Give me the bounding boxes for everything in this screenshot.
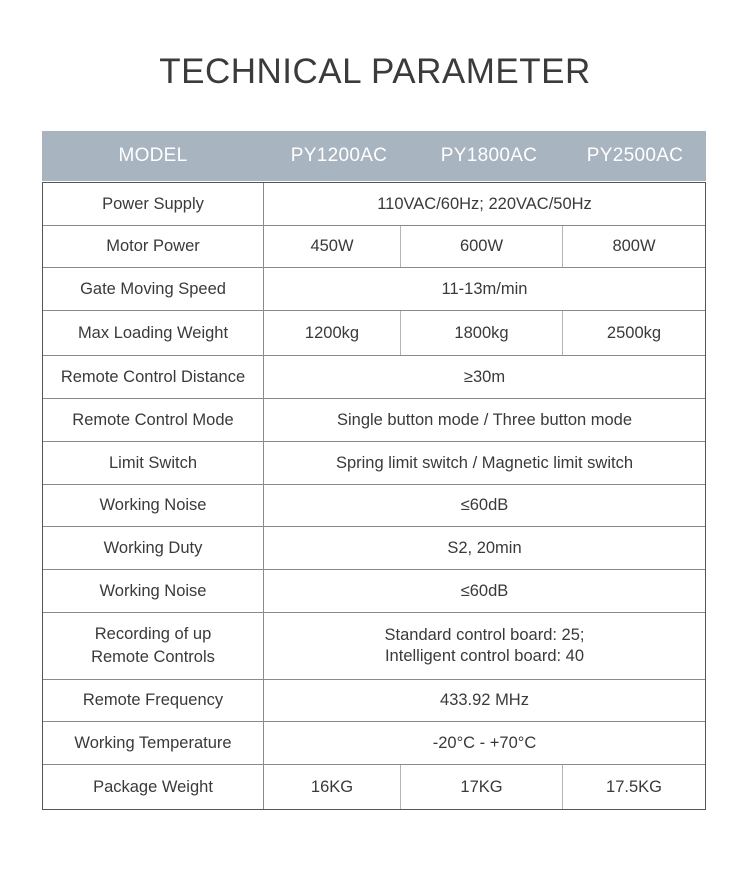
table-row (43, 722, 705, 765)
row-value-2: 17KG (401, 765, 563, 809)
table-row (43, 311, 705, 356)
table-row (43, 442, 705, 485)
row-value-1: 450W (264, 226, 401, 267)
row-value-1: 16KG (264, 765, 401, 809)
row-value-line-1: Standard control board: 25; (384, 626, 585, 644)
header-model: MODEL (118, 145, 188, 166)
row-value (264, 613, 705, 679)
header-model-1: PY1200AC (290, 145, 388, 166)
row-value: ≤60dB (460, 496, 509, 514)
row-value: 433.92 MHz (440, 691, 529, 709)
table-row (43, 680, 705, 722)
header-model-3: PY2500AC (586, 145, 684, 166)
row-value-3: 17.5KG (606, 777, 662, 796)
parameter-table (42, 182, 706, 810)
row-label: Gate Moving Speed (43, 268, 264, 310)
row-label: Working Duty (43, 527, 264, 569)
row-label: Limit Switch (43, 442, 264, 484)
row-value: Spring limit switch / Magnetic limit switch (335, 453, 634, 472)
table-row (43, 268, 705, 311)
table-row (43, 765, 705, 809)
table-row (43, 570, 705, 613)
row-value-line-2: Intelligent control board: 40 (384, 647, 585, 665)
row-label: Remote Control Distance (43, 356, 264, 398)
row-value-3: 2500kg (606, 323, 662, 342)
row-value: -20°C - +70°C (432, 733, 537, 752)
table-row (43, 485, 705, 527)
row-value-1: 1200kg (264, 311, 401, 355)
row-label: Remote Control Mode (43, 399, 264, 441)
row-value: S2, 20min (447, 538, 522, 557)
row-value: 11-13m/min (441, 279, 528, 298)
row-label (43, 613, 264, 679)
row-label: Working Temperature (43, 722, 264, 764)
row-label: Power Supply (43, 183, 264, 225)
table-row (43, 399, 705, 442)
row-value: ≤60dB (460, 581, 509, 600)
row-label: Max Loading Weight (43, 311, 264, 355)
table-header (42, 131, 706, 181)
table-row (43, 183, 705, 226)
row-label-line-1: Recording of up (94, 625, 212, 643)
row-label: Remote Frequency (43, 680, 264, 721)
row-label: Working Noise (43, 570, 264, 612)
row-label: Motor Power (43, 226, 264, 267)
table-row (43, 356, 705, 399)
row-label: Package Weight (43, 765, 264, 809)
row-value-2: 600W (401, 226, 563, 267)
table-row (43, 613, 705, 680)
row-value: Single button mode / Three button mode (336, 410, 633, 429)
row-label-line-2: Remote Controls (91, 648, 215, 666)
table-row (43, 226, 705, 268)
row-label: Working Noise (43, 485, 264, 526)
row-value-2: 1800kg (401, 311, 563, 355)
table-row (43, 527, 705, 570)
page-title: TECHNICAL PARAMETER (159, 52, 591, 91)
row-value-3: 800W (612, 237, 656, 255)
row-value: 110VAC/60Hz; 220VAC/50Hz (377, 194, 592, 213)
header-model-2: PY1800AC (440, 145, 538, 166)
row-value: ≥30m (463, 367, 506, 386)
